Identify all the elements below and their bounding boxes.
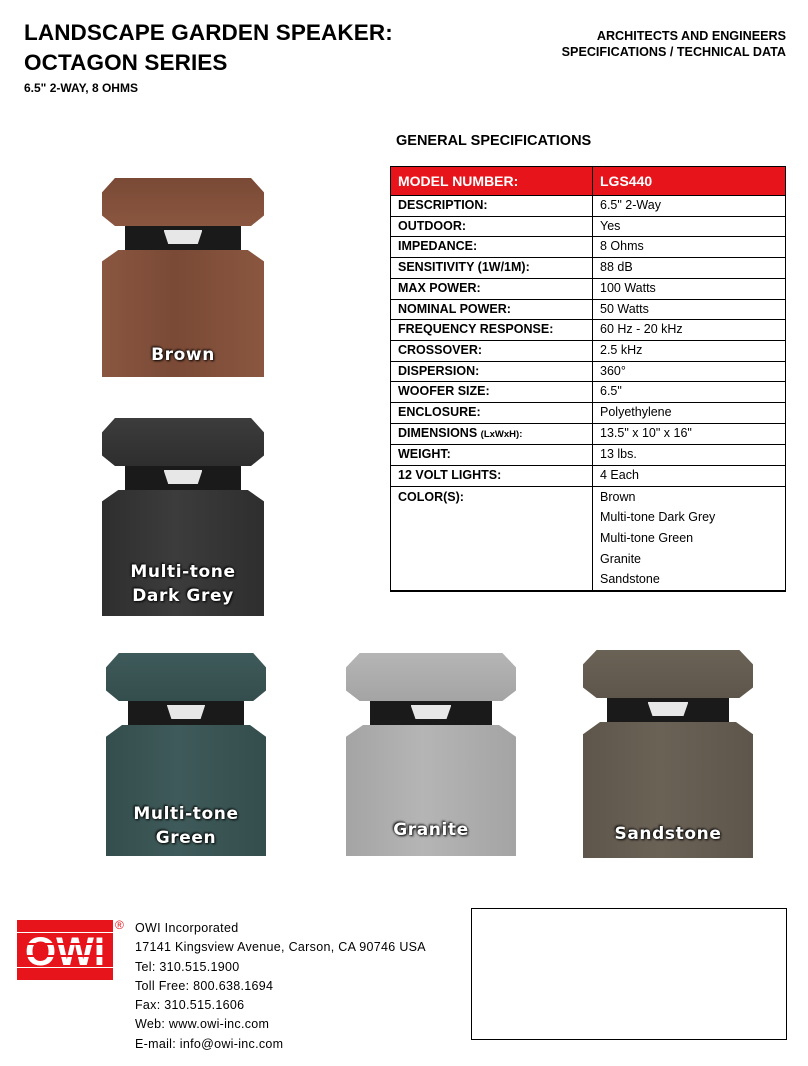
caption-line-2: Green [155, 828, 217, 848]
spec-row [391, 196, 786, 217]
spec-label-text: SENSITIVITY (1W/1M): [398, 260, 530, 275]
company-address-block [135, 919, 426, 1054]
spec-label [391, 278, 593, 299]
caption-line-1: Multi-tone [130, 562, 236, 582]
spec-row-colors [391, 486, 786, 590]
spec-value: 13.5" x 10" x 16" [593, 423, 786, 445]
spec-label-text: WEIGHT: [398, 447, 451, 462]
spec-value: Yes [593, 216, 786, 237]
spec-row [391, 320, 786, 341]
spec-value: 88 dB [593, 258, 786, 279]
speaker-image [583, 650, 753, 858]
spec-value: 6.5" 2-Way [593, 196, 786, 217]
spec-label [391, 445, 593, 466]
spec-label-text: DISPERSION: [398, 363, 480, 378]
speaker-color-caption [102, 560, 264, 608]
spec-label-text: DIMENSIONS [398, 425, 478, 440]
speaker-color-caption [346, 818, 516, 842]
company-tel: Tel: 310.515.1900 [135, 959, 240, 974]
spec-label [391, 361, 593, 382]
company-toll-free: Toll Free: 800.638.1694 [135, 978, 274, 993]
spec-value: 100 Watts [593, 278, 786, 299]
specs-header-row [391, 167, 786, 196]
speaker-color-caption [583, 822, 753, 846]
speaker-lid-shape [106, 653, 266, 701]
spec-row [391, 237, 786, 258]
speaker-lid [102, 418, 264, 466]
spec-label: COLOR(S): [391, 486, 593, 590]
speaker-lid-shape [346, 653, 516, 701]
speaker-light-slot [167, 705, 205, 719]
caption-line-2: Dark Grey [132, 586, 234, 606]
speaker-color-caption [102, 343, 264, 367]
spec-label-text: ENCLOSURE: [398, 405, 481, 420]
doc-type-line-2: SPECIFICATIONS / TECHNICAL DATA [561, 45, 786, 59]
spec-value: 6.5" [593, 382, 786, 403]
spec-row [391, 361, 786, 382]
spec-row [391, 278, 786, 299]
spec-value: 13 lbs. [593, 445, 786, 466]
speaker-color-caption [106, 802, 266, 850]
color-option: Multi-tone Dark Grey [600, 510, 716, 525]
speaker-image [102, 178, 264, 377]
speaker-lid-shape [102, 178, 264, 226]
model-number-value: LGS440 [593, 167, 786, 196]
spec-label [391, 320, 593, 341]
model-number-label: MODEL NUMBER: [391, 167, 593, 196]
spec-row [391, 299, 786, 320]
spec-label [391, 423, 593, 445]
speaker-lid-shape [102, 418, 264, 466]
doc-type-line-1: ARCHITECTS AND ENGINEERS [596, 29, 786, 43]
spec-label [391, 299, 593, 320]
specs-table [390, 166, 786, 592]
spec-label-text: 12 VOLT LIGHTS: [398, 468, 502, 483]
speaker-image [102, 418, 264, 616]
color-option: Multi-tone Green [600, 531, 694, 546]
spec-label-text: DESCRIPTION: [398, 198, 488, 212]
spec-value: 8 Ohms [593, 237, 786, 258]
spec-row [391, 382, 786, 403]
speaker-lid [106, 653, 266, 701]
page-subtitle: 6.5" 2-WAY, 8 OHMS [24, 81, 138, 95]
color-option: Granite [600, 551, 641, 566]
speaker-lid-shape [583, 650, 753, 698]
speaker-lid [583, 650, 753, 698]
spec-value: 360° [593, 361, 786, 382]
speaker-light-slot [164, 470, 203, 484]
logo-text: OWI [25, 930, 105, 974]
spec-row [391, 258, 786, 279]
company-name: OWI Incorporated [135, 921, 239, 935]
spec-label [391, 258, 593, 279]
spec-row [391, 403, 786, 424]
speaker-light-slot [164, 230, 203, 244]
spec-label-text: MAX POWER: [398, 280, 481, 295]
company-fax: Fax: 310.515.1606 [135, 998, 245, 1013]
spec-row [391, 216, 786, 237]
owi-logo [17, 920, 113, 980]
spec-value: 4 Each [593, 466, 786, 487]
spec-value: 50 Watts [593, 299, 786, 320]
document-type-heading [562, 28, 786, 60]
company-email[interactable]: E-mail: info@owi-inc.com [135, 1036, 284, 1051]
speaker-image [346, 653, 516, 856]
caption-line-1: Brown [151, 345, 215, 365]
spec-label [391, 403, 593, 424]
registered-mark: ® [115, 918, 124, 932]
color-list [593, 486, 786, 590]
spec-label [391, 216, 593, 237]
speaker-image [106, 653, 266, 856]
caption-line-1: Sandstone [614, 824, 722, 844]
spec-value: Polyethylene [593, 403, 786, 424]
spec-label-text: OUTDOOR: [398, 218, 467, 233]
company-web[interactable]: Web: www.owi-inc.com [135, 1017, 270, 1032]
spec-label-text: FREQUENCY RESPONSE: [398, 322, 554, 337]
page-title [24, 18, 393, 78]
spec-label [391, 196, 593, 217]
caption-line-1: Multi-tone [133, 804, 239, 824]
specs-heading: GENERAL SPECIFICATIONS [396, 133, 592, 149]
spec-label [391, 466, 593, 487]
color-option: Sandstone [600, 572, 660, 587]
color-option: Brown [600, 489, 636, 504]
spec-label-text: NOMINAL POWER: [398, 301, 511, 316]
spec-row [391, 466, 786, 487]
speaker-lid [102, 178, 264, 226]
caption-line-1: Granite [393, 820, 469, 840]
spec-label-text: IMPEDANCE: [398, 239, 478, 254]
spec-value: 60 Hz - 20 kHz [593, 320, 786, 341]
spec-label [391, 340, 593, 361]
spec-value: 2.5 kHz [593, 340, 786, 361]
speaker-light-slot [648, 702, 689, 716]
spec-label-text: CROSSOVER: [398, 342, 483, 357]
company-street: 17141 Kingsview Avenue, Carson, CA 90746 USA [135, 940, 426, 955]
spec-label [391, 382, 593, 403]
dealer-stamp-box [471, 908, 787, 1040]
speaker-light-slot [411, 705, 452, 719]
spec-label-unit: (LxWxH): [480, 428, 523, 440]
spec-row [391, 445, 786, 466]
title-line-2: OCTAGON SERIES [24, 50, 228, 75]
title-line-1: LANDSCAPE GARDEN SPEAKER: [24, 20, 393, 45]
spec-label-text: WOOFER SIZE: [398, 384, 490, 399]
spec-row [391, 423, 786, 445]
speaker-lid [346, 653, 516, 701]
spec-row [391, 340, 786, 361]
spec-label [391, 237, 593, 258]
